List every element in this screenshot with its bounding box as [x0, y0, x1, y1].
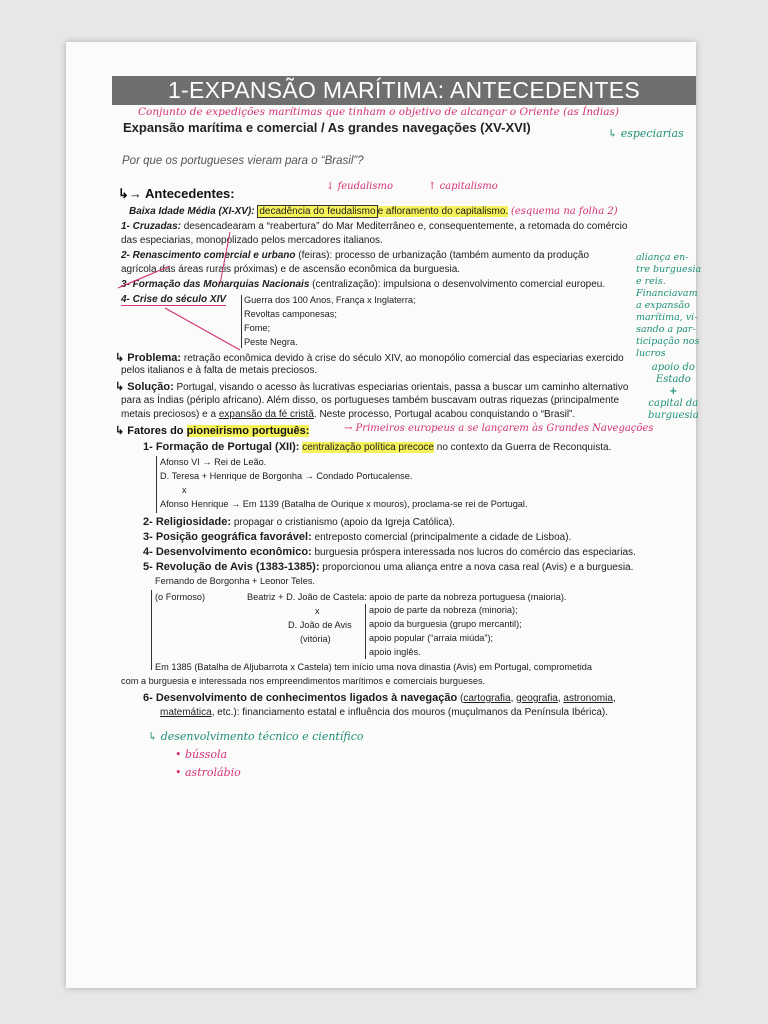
- note-pioneiros: → Primeiros europeus a se lançarem às Grandes Navegações: [344, 423, 654, 434]
- problema: ↳ Problema: retração econômica devido à crise do século XIV, ao monopólio comercial das especiarias exercido: [115, 352, 624, 364]
- crise-line-4: Peste Negra.: [244, 337, 298, 347]
- question: Por que os portugueses vieram para o “Brasil”?: [122, 155, 364, 167]
- solucao-line3: metais preciosos) e a expansão da fé cristã. Neste processo, Portugal acabou conquistando o “Brasil”.: [121, 409, 576, 420]
- item-cruzadas: 1- Cruzadas: desencadearam a “reabertura” do Mar Mediterrâneo e, consequentemente, a retomada do comércio: [121, 221, 628, 232]
- fator-6: 6- Desenvolvimento de conhecimentos ligados à navegação (cartografia, geografia, astronomia,: [143, 692, 616, 704]
- f1-bracket: [156, 456, 157, 513]
- fator-3: 3- Posição geográfica favorável: entreposto comercial (principalmente a cidade de Lisboa).: [143, 531, 572, 543]
- f1-line-1: Afonso VI → Rei de Leão.: [160, 457, 267, 467]
- solucao: ↳ Solução: Portugal, visando o acesso às lucrativas especiarias orientais, passa a buscar um caminho alternativo: [115, 381, 629, 393]
- avis-apoio-3: apoio popular (“arraia miúda”);: [369, 633, 494, 643]
- item-monarquias: 3- Formação das Monarquias Nacionais (centralização): impulsiona o desenvolvimento comercial europeu.: [121, 279, 606, 290]
- avis-beatriz: Beatriz + D. João de Castela: apoio de parte da nobreza portuguesa (maioria).: [247, 592, 567, 602]
- f1-line-3: x: [182, 485, 187, 495]
- avis-outer-bracket: [151, 590, 152, 670]
- item-renascimento-line2: agrícola das áreas rurais próximas) e de ascensão econômica da burguesia.: [121, 264, 461, 275]
- solucao-line2: para as Índias (périplo africano). Além disso, os portugueses também buscavam outras riquezas (principalmente: [121, 395, 620, 406]
- note-capitalismo: ↑ capitalismo: [428, 181, 498, 192]
- fator-1: 1- Formação de Portugal (XII): centralização política precoce no contexto da Guerra de Reconquista.: [143, 441, 612, 453]
- avis-1385-line2: com a burguesia e interessada nos empreendimentos marítimos e comerciais burgueses.: [121, 676, 486, 686]
- crise-line-2: Revoltas camponesas;: [244, 309, 337, 319]
- note-feudalismo: ↓ feudalismo: [326, 181, 394, 192]
- baixa-idade-media: Baixa Idade Média (XI-XV): decadência do feudalismo e afloramento do capitalismo. (esquema na folha 2): [129, 206, 618, 217]
- note-especiarias: ↳ especiarias: [608, 127, 684, 140]
- antecedentes-title: ↳→ Antecedentes:: [118, 186, 235, 201]
- avis-fernando: Fernando de Borgonha + Leonor Teles.: [155, 576, 315, 586]
- avis-apoio-2: apoio da burguesia (grupo mercantil);: [369, 619, 522, 629]
- avis-apoio-1: apoio de parte da nobreza (minoria);: [369, 605, 518, 615]
- item-renascimento: 2- Renascimento comercial e urbano (feiras): processo de urbanização (também aumento da produção: [121, 250, 590, 261]
- crise-line-3: Fome;: [244, 323, 271, 333]
- f1-line-4: Afonso Henrique → Em 1139 (Batalha de Ourique x mouros), proclama-se rei de Portugal.: [160, 499, 528, 509]
- avis-x: x: [315, 606, 320, 616]
- avis-formoso: (o Formoso): [155, 592, 206, 602]
- item-crise: 4- Crise do século XIV: [121, 294, 227, 305]
- avis-bracket: [365, 604, 366, 659]
- f1-line-2: D. Teresa + Henrique de Borgonha → Condado Portucalense.: [160, 471, 413, 481]
- note-top: Conjunto de expedições marítimas que tinham o objetivo de alcançar o Oriente (as Índias): [138, 106, 619, 118]
- fator-2: 2- Religiosidade: propagar o cristianismo (apoio da Igreja Católica).: [143, 516, 456, 528]
- avis-1385: Em 1385 (Batalha de Aljubarrota x Castela) tem início uma nova dinastia (Avis) em Portugal, comprometida: [155, 662, 592, 672]
- fator-6-line2: matemática, etc.): financiamento estatal e influência dos mouros (muçulmanos da Península Ibérica).: [160, 707, 609, 718]
- crise-line-1: Guerra dos 100 Anos, França x Inglaterra;: [244, 295, 416, 305]
- subtitle: Expansão marítima e comercial / As grandes navegações (XV-XVI): [123, 120, 531, 135]
- note-bussola: • bússola: [175, 748, 228, 761]
- note-astrolabio: • astrolábio: [175, 766, 241, 779]
- fator-5: 5- Revolução de Avis (1383-1385): proporcionou uma aliança entre a nova casa real (Avis) e a burguesia.: [143, 561, 634, 573]
- avis-vitoria: (vitória): [300, 634, 331, 644]
- item-cruzadas-line2: das especiarias, monopolizado pelos mercadores italianos.: [121, 235, 383, 246]
- avis-joao: D. João de Avis: [288, 620, 352, 630]
- page-banner: 1-EXPANSÃO MARÍTIMA: ANTECEDENTES: [112, 76, 696, 105]
- fator-4: 4- Desenvolvimento econômico: burguesia próspera interessada nos lucros do comércio das especiarias.: [143, 546, 636, 558]
- side-note-apoio: apoio do Estado + capital da burguesia: [648, 362, 699, 421]
- annotation-arrows: [90, 200, 290, 360]
- fatores-title: ↳ Fatores do pioneirismo português:: [115, 425, 310, 437]
- side-note-alianca: aliança en- tre burguesia e reis. Financiavam a expansão marítima, vi- sando a par- ticipação nos lucros: [636, 252, 702, 359]
- avis-apoio-4: apoio inglês.: [369, 647, 421, 657]
- note-bottom: ↳ desenvolvimento técnico e científico: [148, 730, 364, 743]
- problema-line2: pelos italianos e à falta de metais preciosos.: [121, 365, 318, 376]
